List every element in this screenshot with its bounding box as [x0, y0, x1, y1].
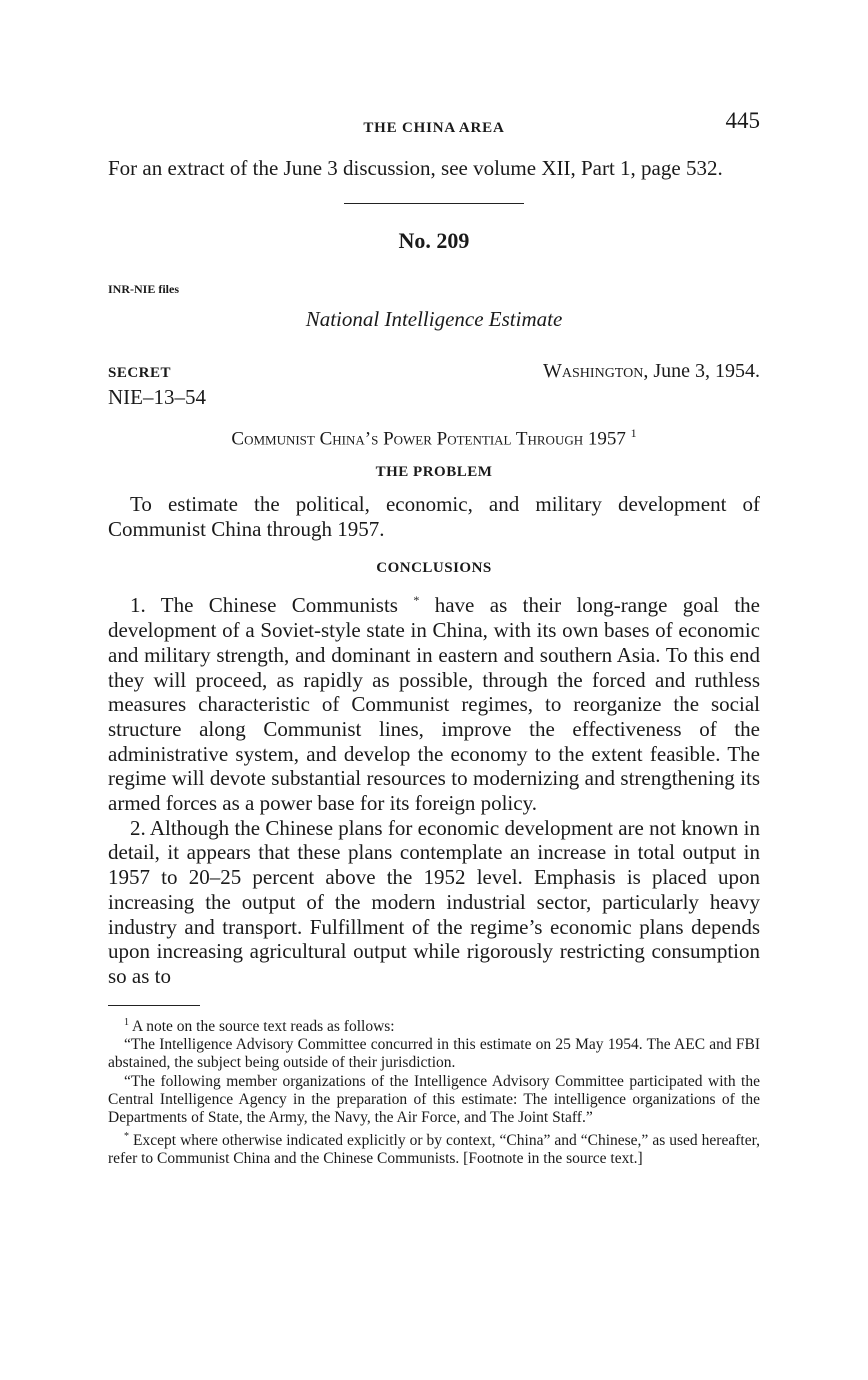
- document-title-text: Communist China’s Power Potential Through 1957: [231, 428, 626, 450]
- running-head: THE CHINA AREA: [363, 120, 505, 136]
- paragraph-1-footnote-marker: *: [413, 593, 420, 608]
- footnote-1-text: A note on the source text reads as follows:: [129, 1017, 395, 1035]
- place-date: [543, 360, 760, 383]
- title-footnote-marker: 1: [630, 425, 637, 440]
- footnote-divider: [108, 1005, 200, 1006]
- paragraph-1-lead: 1. The Chinese Communists: [130, 593, 398, 618]
- classification: SECRET: [108, 364, 172, 381]
- footnote-2-text: Except where otherwise indicated explicitly or by context, “China” and “Chinese,” as used hereafter, refer to Communist China and the Chinese Communists. [Footnote in the source text.]: [108, 1131, 760, 1168]
- place: Washington: [543, 359, 644, 382]
- paragraph-1-rest: have as their long-range goal the development of a Soviet-style state in China, with its own bases of economic and military strength, and dominant in eastern and southern Asia. To this end they will proceed, as rapidly as possible, through the forced and ruthless measures characteristic of Communist regimes, to reorganize the social structure along Communist lines, improve the effectiveness of the administrative system, and develop the economy to the extent feasible. The regime will devote substantial resources to modernizing and strengthening its armed forces as a power base for its foreign policy.: [108, 593, 760, 816]
- conclusions-heading: CONCLUSIONS: [376, 560, 492, 577]
- footnote-1-quote-1: “The Intelligence Advisory Committee concurred in this estimate on 25 May 1954. The AEC and FBI abstained, the subject being outside of their jurisdiction.: [108, 1036, 760, 1072]
- page-header: [108, 108, 760, 142]
- document-source: INR-NIE files: [108, 281, 179, 296]
- problem-paragraph: To estimate the political, economic, and military development of Communist China through 1957.: [108, 492, 760, 541]
- intro-paragraph: For an extract of the June 3 discussion, see volume XII, Part 1, page 532.: [108, 156, 723, 180]
- document-number: No. 209: [398, 227, 470, 253]
- footnote-1-quote-2: “The following member organizations of the Intelligence Advisory Committee participated with the Central Intelligence Agency in the preparation of this estimate: The intelligence organizations of the Departments of State, the Army, the Navy, the Air Force, and The Joint Staff.”: [108, 1072, 760, 1127]
- date: , June 3, 1954.: [643, 359, 760, 382]
- footnote-1-marker: 1: [124, 1016, 129, 1028]
- section-divider: [344, 203, 524, 204]
- document-page: [108, 108, 760, 1168]
- document-type: National Intelligence Estimate: [305, 306, 563, 331]
- footnote-2: [108, 1128, 760, 1169]
- classification-line: [108, 360, 760, 383]
- nie-identifier: NIE–13–54: [108, 384, 206, 409]
- footnote-1: [108, 1014, 760, 1036]
- document-title: [108, 426, 760, 450]
- problem-heading: THE PROBLEM: [375, 464, 493, 481]
- conclusion-paragraph-1: [108, 588, 760, 815]
- page-number: 445: [725, 108, 760, 133]
- conclusion-paragraph-2: 2. Although the Chinese plans for economic development are not known in detail, it appears that these plans contemplate an increase in total output in 1957 to 20–25 percent above the 1952 level. Emphasis is placed upon increasing the output of the modern industrial sector, particularly heavy industry and transport. Fulfillment of the regime’s economic plans depends upon increasing agricultural output while rigorously restricting consumption so as to: [108, 815, 760, 988]
- footnote-2-marker: *: [124, 1130, 129, 1142]
